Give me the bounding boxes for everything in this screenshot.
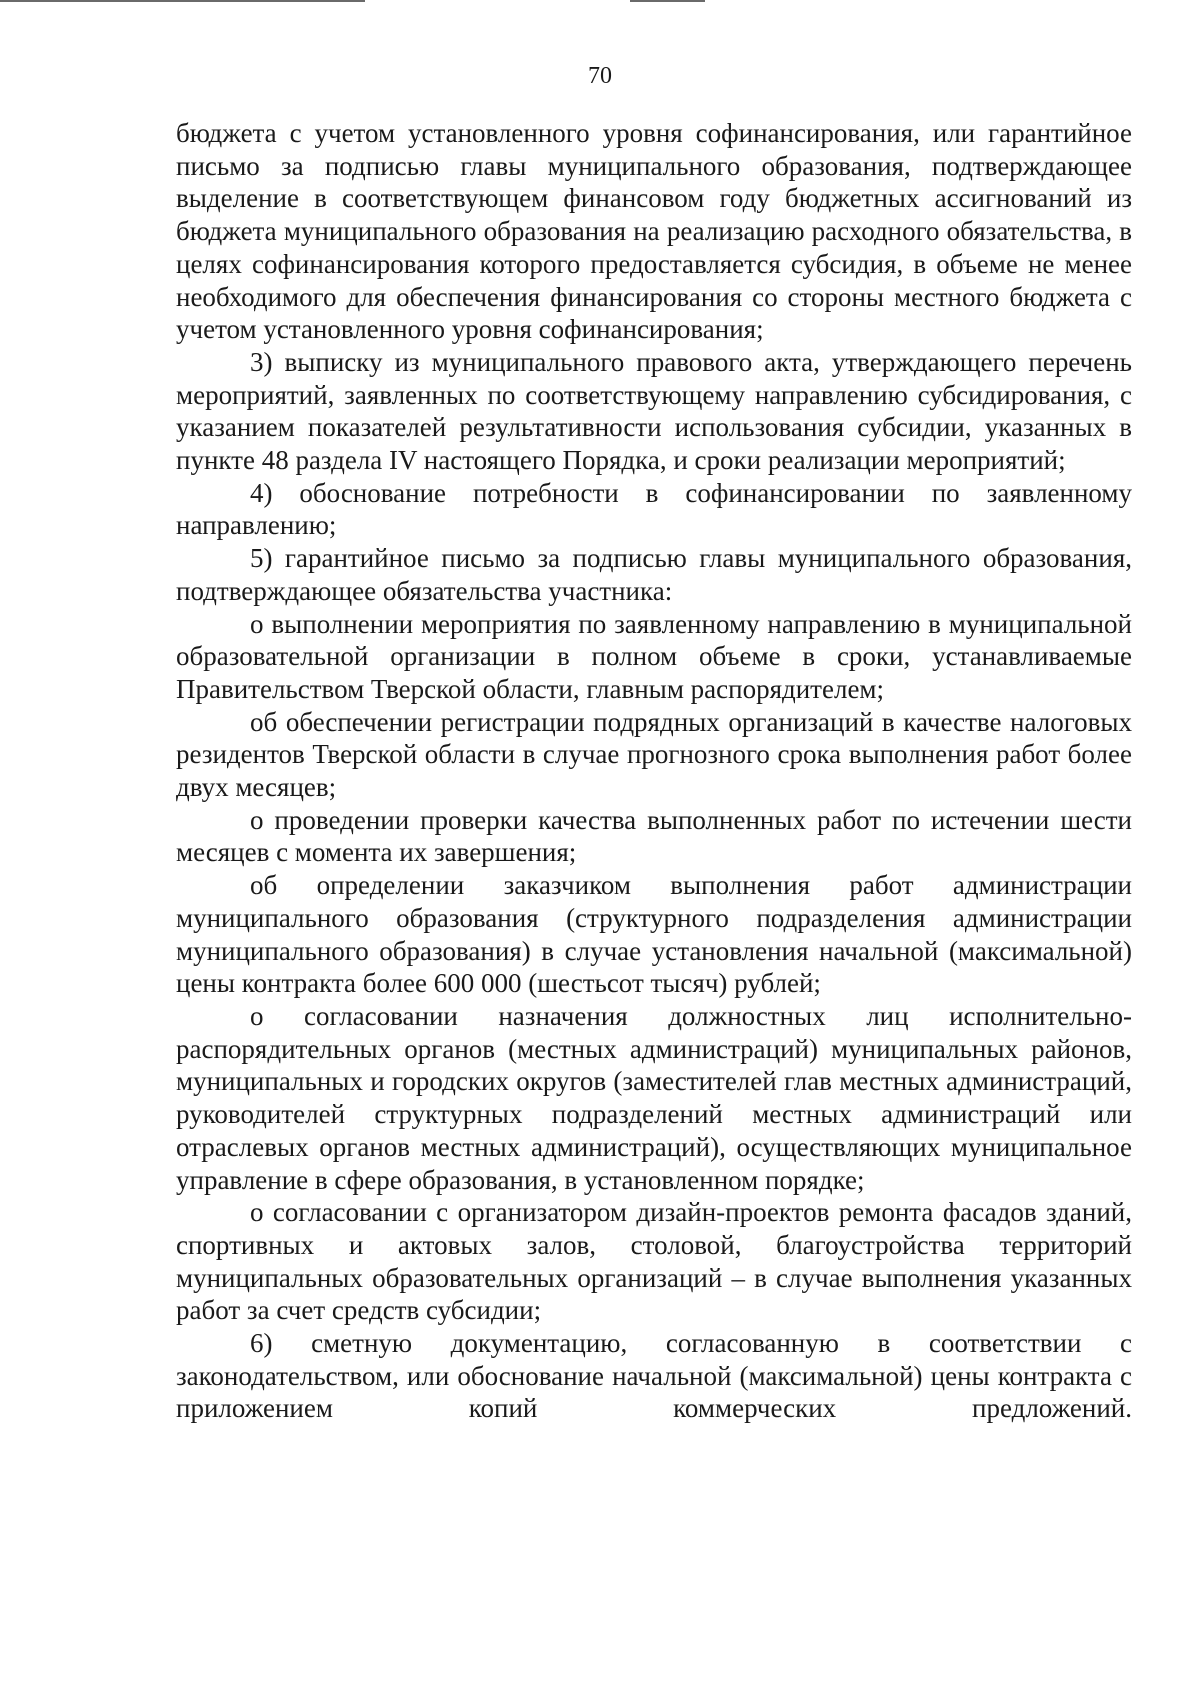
paragraph-obligation-2: об обеспечении регистрации подрядных организаций в качестве налоговых резидентов Тверской области в случае прогнозного срока выполнения работ более двух месяцев; [176, 706, 1132, 803]
paragraph-continuation: бюджета с учетом установленного уровня софинансирования, или гарантийное письмо за подписью главы муниципального образования, подтверждающее выделение в соответствующем финансовом году бюджетных ассигнований из бюджета муниципального образования на реализацию расходного обязательства, в целях софинансирования которого предоставляется субсидия, в объеме не менее необходимого для обеспечения финансирования со стороны местного бюджета с учетом установленного уровня софинансирования; [176, 118, 1132, 345]
paragraph-item-6: 6) сметную документацию, согласованную в соответствии с законодательством, или обоснование начальной (максимальной) цены контракта с приложением копий коммерческих предложений. [176, 1328, 1132, 1424]
paragraph-obligation-4: об определении заказчиком выполнения работ администрации муниципального образования (структурного подразделения администрации муниципального образования) в случае установления начальной (максимальной) цены контракта более 600 000 (шестьсот тысяч) рублей; [176, 870, 1132, 999]
paragraph-obligation-5: о согласовании назначения должностных лиц исполнительно-распорядительных органов (местных администраций) муниципальных районов, муниципальных и городских округов (заместителей глав местных администраций, руководителей структурных подразделений местных администраций или отраслевых органов местных администраций), осуществляющих муниципальное управление в сфере образования, в установленном порядке; [176, 1000, 1132, 1195]
paragraph-obligation-6: о согласовании с организатором дизайн-проектов ремонта фасадов зданий, спортивных и актовых залов, столовой, благоустройства территорий муниципальных образовательных организаций – в случае выполнения указанных работ за счет средств субсидии; [176, 1197, 1132, 1326]
paragraph-item-5: 5) гарантийное письмо за подписью главы муниципального образования, подтверждающее обязательства участника: [176, 543, 1132, 606]
paragraph-item-3: 3) выписку из муниципального правового акта, утверждающего перечень мероприятий, заявленных по соответствующему направлению субсидирования, с указанием показателей результативности использования субсидии, указанных в пункте 48 раздела IV настоящего Порядка, и сроки реализации мероприятий; [176, 346, 1132, 476]
document-body [176, 117, 1132, 1425]
scan-edge-line-right [630, 0, 705, 2]
paragraph-item-4: 4) обоснование потребности в софинансировании по заявленному направлению; [176, 477, 1132, 541]
paragraph-obligation-1: о выполнении мероприятия по заявленному направлению в муниципальной образовательной организации в полном объеме в сроки, устанавливаемые Правительством Тверской области, главным распорядителем; [176, 608, 1132, 704]
paragraph-obligation-3: о проведении проверки качества выполненных работ по истечении шести месяцев с момента их завершения; [176, 804, 1132, 868]
scan-edge-line-left [0, 0, 365, 2]
page-number: 70 [588, 63, 612, 89]
